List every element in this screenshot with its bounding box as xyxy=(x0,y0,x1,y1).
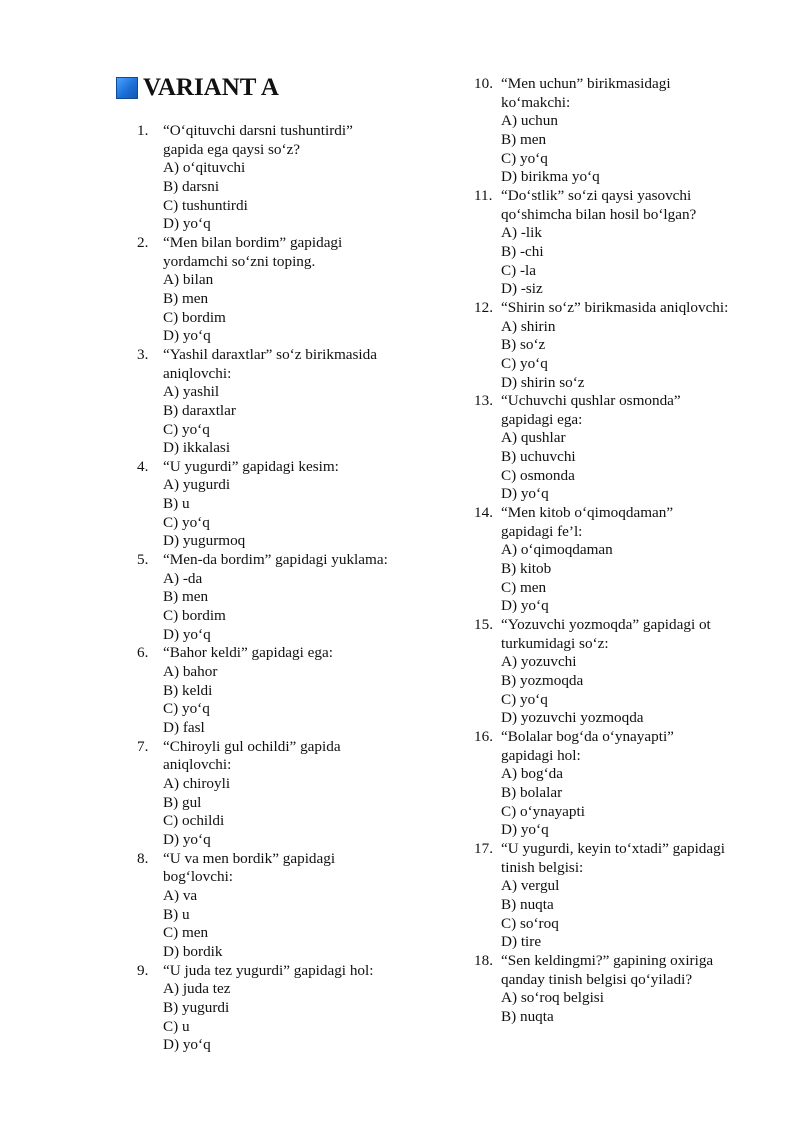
answer-option: D) yo‘q xyxy=(163,625,211,643)
answer-option: B) uchuvchi xyxy=(501,448,576,466)
answer-option: B) men xyxy=(163,588,209,606)
answer-option: C) men xyxy=(163,924,209,942)
question-number: 16. xyxy=(474,727,493,745)
blue-square-icon xyxy=(116,77,138,99)
question-text: “U yugurdi, keyin to‘xtadi” gapidagi tinish belgisi: xyxy=(501,839,725,876)
answer-option: C) -la xyxy=(501,261,537,279)
answer-option: B) u xyxy=(163,905,190,923)
answer-option: B) gul xyxy=(163,793,202,811)
answer-option: B) u xyxy=(163,495,190,513)
answer-option: C) men xyxy=(501,578,547,596)
question-item xyxy=(137,738,457,850)
question-stem xyxy=(474,392,774,429)
question-stem xyxy=(474,75,774,112)
answer-option: D) shirin so‘z xyxy=(501,373,585,391)
answer-option: D) yo‘q xyxy=(163,1036,211,1054)
question-text: “Men kitob o‘qimoqdaman” gapidagi fe’l: xyxy=(501,504,674,540)
question-text: “Shirin so‘z” birikmasida aniqlovchi: xyxy=(501,298,729,316)
question-stem xyxy=(474,728,774,765)
question-number: 18. xyxy=(474,951,493,969)
question-text: “Yashil daraxtlar” so‘z birikmasida aniqlovchi: xyxy=(163,345,377,382)
question-number: 12. xyxy=(474,298,493,316)
answer-option: D) birikma yo‘q xyxy=(501,168,600,186)
answer-option: D) yo‘q xyxy=(163,327,211,345)
question-number: 1. xyxy=(137,122,149,139)
answer-option: C) yo‘q xyxy=(501,354,548,372)
question-item xyxy=(137,346,457,458)
answer-option: A) yozuvchi xyxy=(501,653,577,671)
answer-option: A) so‘roq belgisi xyxy=(501,989,604,1007)
question-text: “Men bilan bordim” gapidagi yordamchi so‘zni toping. xyxy=(163,233,343,270)
answer-option: C) bordim xyxy=(163,308,226,326)
question-number: 8. xyxy=(137,849,149,867)
answer-option: C) bordim xyxy=(163,607,226,625)
answer-option: A) bilan xyxy=(163,271,214,289)
page-title: VARIANT A xyxy=(143,74,279,101)
answer-option: C) yo‘q xyxy=(501,690,548,708)
question-item xyxy=(474,392,774,504)
answer-option: B) nuqta xyxy=(501,895,554,913)
question-text: “Do‘stlik” so‘zi qaysi yasovchi qo‘shimcha bilan hosil bo‘lgan? xyxy=(501,186,697,223)
question-stem xyxy=(137,122,457,159)
answer-option: D) yozuvchi yozmoqda xyxy=(501,709,644,727)
answer-option: C) yo‘q xyxy=(501,149,548,167)
answer-option: B) -chi xyxy=(501,242,544,260)
question-text: “U yugurdi” gapidagi kesim: xyxy=(163,457,339,475)
question-stem xyxy=(474,504,774,541)
question-stem xyxy=(137,644,457,663)
question-item xyxy=(474,616,774,728)
answer-option: C) yo‘q xyxy=(163,420,210,438)
answer-option: C) so‘roq xyxy=(501,914,559,932)
answer-option: A) -da xyxy=(163,569,203,587)
question-number: 6. xyxy=(137,644,149,662)
question-stem xyxy=(137,551,457,570)
answer-option: C) ochildi xyxy=(163,812,225,830)
question-stem xyxy=(474,952,774,989)
answer-option: A) o‘qimoqdaman xyxy=(501,541,613,559)
answer-option: A) bahor xyxy=(163,663,218,681)
answer-option: A) vergul xyxy=(501,877,560,895)
question-text: “Men uchun” birikmasidagi ko‘makchi: xyxy=(501,75,671,111)
question-number: 11. xyxy=(474,186,493,204)
answer-option: A) chiroyli xyxy=(163,774,231,792)
answer-option: A) shirin xyxy=(501,317,556,335)
question-stem xyxy=(137,234,457,271)
question-number: 4. xyxy=(137,457,149,475)
answer-option: C) tushuntirdi xyxy=(163,196,248,214)
question-stem xyxy=(137,346,457,383)
question-number: 15. xyxy=(474,616,493,634)
answer-option: D) bordik xyxy=(163,942,223,960)
question-number: 9. xyxy=(137,961,149,979)
answer-option: D) yo‘q xyxy=(163,215,211,233)
answer-option: B) keldi xyxy=(163,681,213,699)
question-number: 2. xyxy=(137,233,149,251)
answer-option: D) ikkalasi xyxy=(163,439,231,457)
answer-option: C) o‘ynayapti xyxy=(501,802,585,820)
question-number: 13. xyxy=(474,392,493,410)
answer-option: B) daraxtlar xyxy=(163,401,236,419)
question-number: 10. xyxy=(474,75,493,92)
answer-option: B) men xyxy=(501,130,547,148)
answer-option: C) yo‘q xyxy=(163,700,210,718)
answer-option: D) yo‘q xyxy=(163,830,211,848)
answer-option: B) men xyxy=(163,289,209,307)
answer-option: A) o‘qituvchi xyxy=(163,159,246,177)
answer-option: A) uchun xyxy=(501,112,558,130)
question-column-left xyxy=(137,122,457,1055)
answer-option: A) bog‘da xyxy=(501,765,563,783)
answer-option: D) tire xyxy=(501,933,542,951)
question-stem xyxy=(137,458,457,477)
answer-option: A) qushlar xyxy=(501,429,566,447)
question-item xyxy=(474,728,774,840)
answer-option: D) fasl xyxy=(163,719,205,736)
question-text: “Bolalar bog‘da o‘ynayapti” gapidagi hol: xyxy=(501,727,674,764)
question-number: 14. xyxy=(474,504,493,522)
question-stem xyxy=(474,299,774,318)
question-text: “O‘qituvchi darsni tushuntirdi” gapida ega qaysi so‘z? xyxy=(163,122,353,158)
answer-option: B) yugurdi xyxy=(163,998,230,1016)
question-item xyxy=(137,850,457,962)
answer-option: D) yo‘q xyxy=(501,821,549,839)
question-item xyxy=(474,840,774,952)
question-item xyxy=(137,234,457,346)
question-text: “U juda tez yugurdi” gapidagi hol: xyxy=(163,961,374,979)
question-item xyxy=(137,551,457,644)
question-stem xyxy=(137,738,457,775)
answer-option: B) so‘z xyxy=(501,336,546,354)
question-number: 7. xyxy=(137,737,149,755)
question-text: “Sen keldingmi?” gapining oxiriga qanday tinish belgisi qo‘yiladi? xyxy=(501,951,714,988)
answer-option: A) yugurdi xyxy=(163,476,231,494)
question-number: 17. xyxy=(474,839,493,857)
question-item xyxy=(474,504,774,616)
answer-option: A) -lik xyxy=(501,224,542,242)
answer-option: A) va xyxy=(163,886,198,904)
question-number: 5. xyxy=(137,551,149,569)
question-item xyxy=(474,187,774,299)
answer-option: D) -siz xyxy=(501,280,543,298)
question-stem xyxy=(137,850,457,887)
question-item xyxy=(137,122,457,234)
question-text: “Bahor keldi” gapidagi ega: xyxy=(163,644,333,662)
question-item xyxy=(474,75,774,187)
answer-option: B) yozmoqda xyxy=(501,672,584,689)
question-stem xyxy=(474,840,774,877)
question-item xyxy=(137,644,457,737)
answer-option: C) u xyxy=(163,1017,190,1035)
answer-option: B) nuqta xyxy=(501,1007,554,1025)
answer-option: A) juda tez xyxy=(163,980,231,998)
answer-option: D) yugurmoq xyxy=(163,532,246,550)
question-item xyxy=(474,952,774,1027)
answer-option: B) darsni xyxy=(163,177,220,195)
question-column-right xyxy=(474,75,774,1026)
answer-option: B) kitob xyxy=(501,560,552,578)
question-text: “Yozuvchi yozmoqda” gapidagi ot turkumidagi so‘z: xyxy=(501,616,711,652)
question-stem xyxy=(474,616,774,653)
answer-option: D) yo‘q xyxy=(501,485,549,503)
answer-option: D) yo‘q xyxy=(501,597,549,615)
question-text: “Chiroyli gul ochildi” gapida aniqlovchi: xyxy=(163,737,341,774)
answer-option: B) bolalar xyxy=(501,783,563,801)
question-item xyxy=(137,458,457,551)
question-item xyxy=(474,299,774,392)
question-text: “U va men bordik” gapidagi bog‘lovchi: xyxy=(163,849,336,886)
question-item xyxy=(137,962,457,1055)
question-number: 3. xyxy=(137,345,149,363)
question-stem xyxy=(137,962,457,981)
answer-option: C) osmonda xyxy=(501,466,575,484)
question-text: “Uchuvchi qushlar osmonda” gapidagi ega: xyxy=(501,392,681,428)
page-header xyxy=(116,73,279,103)
question-stem xyxy=(474,187,774,224)
answer-option: C) yo‘q xyxy=(163,513,210,531)
answer-option: A) yashil xyxy=(163,383,220,401)
question-text: “Men-da bordim” gapidagi yuklama: xyxy=(163,551,388,569)
